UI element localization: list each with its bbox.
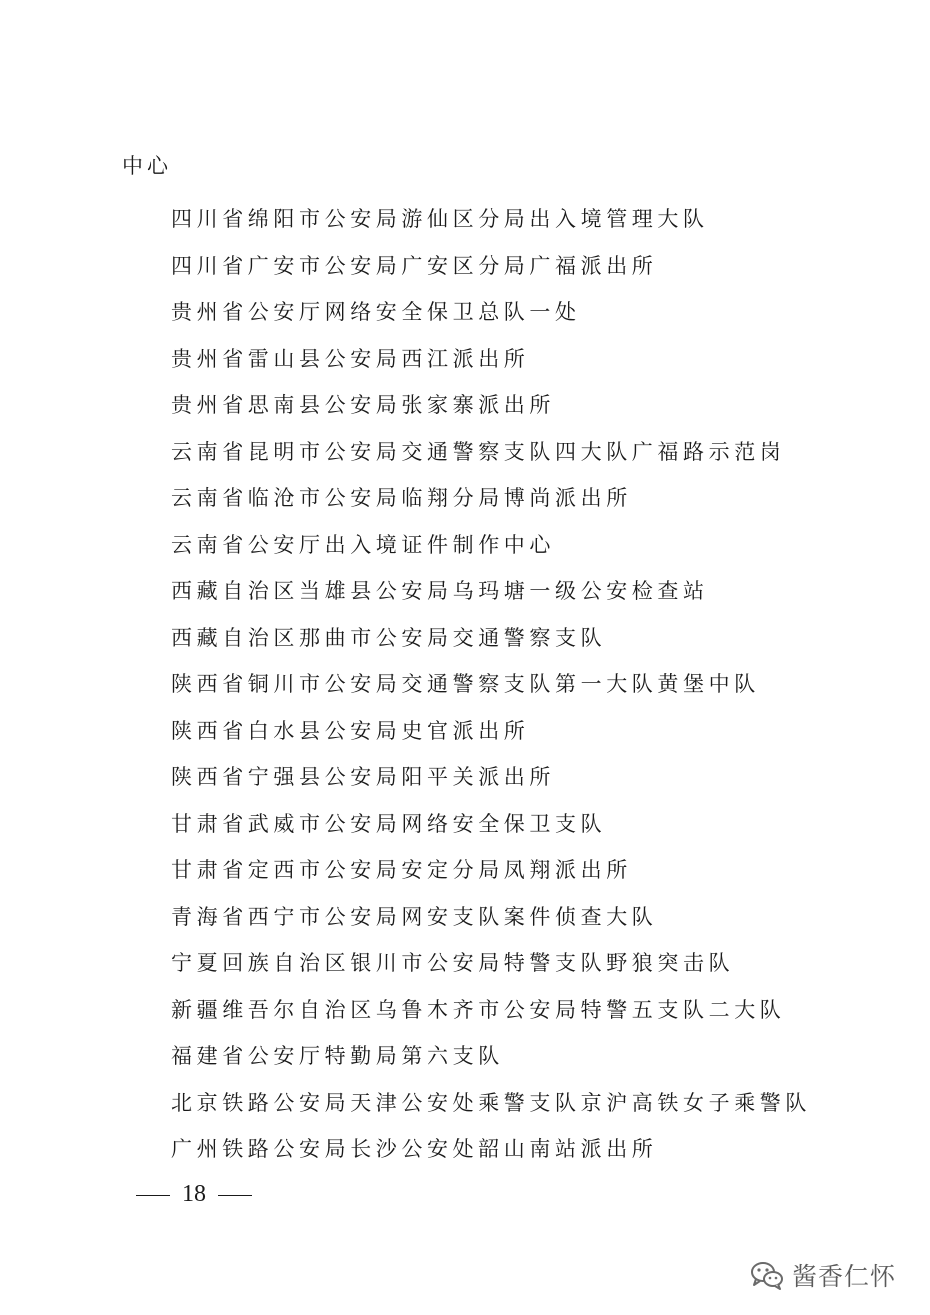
- watermark-text: 酱香仁怀: [791, 1262, 896, 1291]
- list-item: 云南省公安厅出入境证件制作中心: [171, 532, 555, 557]
- list-item: 西藏自治区当雄县公安局乌玛塘一级公安检查站: [171, 579, 709, 603]
- list-item: 北京铁路公安局天津公安处乘警支队京沪高铁女子乘警队: [171, 1090, 811, 1115]
- list-item: 陕西省宁强县公安局阳平关派出所: [171, 765, 555, 789]
- continuation-text: 中心: [122, 154, 172, 178]
- list-item: 甘肃省武威市公安局网络安全保卫支队: [171, 811, 607, 836]
- list-item: 四川省广安市公安局广安区分局广福派出所: [171, 253, 658, 278]
- list-item: 四川省绵阳市公安局游仙区分局出入境管理大队: [171, 207, 709, 231]
- wechat-icon: [750, 1260, 784, 1290]
- page-number-dash-right: [218, 1195, 252, 1196]
- list-item: 广州铁路公安局长沙公安处韶山南站派出所: [171, 1137, 658, 1161]
- unit-list: [171, 196, 811, 1173]
- list-item: 新疆维吾尔自治区乌鲁木齐市公安局特警五支队二大队: [171, 997, 786, 1022]
- list-item: 青海省西宁市公安局网安支队案件侦查大队: [171, 904, 658, 929]
- list-item: 贵州省雷山县公安局西江派出所: [171, 346, 530, 371]
- list-item: 陕西省白水县公安局史官派出所: [171, 718, 530, 743]
- list-item: 甘肃省定西市公安局安定分局凤翔派出所: [171, 858, 632, 882]
- page-number: [124, 1176, 264, 1213]
- list-item: 宁夏回族自治区银川市公安局特警支队野狼突击队: [171, 951, 735, 975]
- list-item: 贵州省思南县公安局张家寨派出所: [171, 393, 555, 417]
- page-number-value: 18: [182, 1181, 206, 1207]
- list-item: 贵州省公安厅网络安全保卫总队一处: [171, 300, 581, 324]
- list-item: 西藏自治区那曲市公安局交通警察支队: [171, 625, 607, 650]
- list-item: 福建省公安厅特勤局第六支队: [171, 1044, 504, 1068]
- list-item: 云南省临沧市公安局临翔分局博尚派出所: [171, 486, 632, 510]
- watermark: [750, 1257, 896, 1293]
- page-number-dash-left: [136, 1195, 170, 1196]
- list-item: 云南省昆明市公安局交通警察支队四大队广福路示范岗: [171, 439, 786, 464]
- list-item: 陕西省铜川市公安局交通警察支队第一大队黄堡中队: [171, 672, 760, 696]
